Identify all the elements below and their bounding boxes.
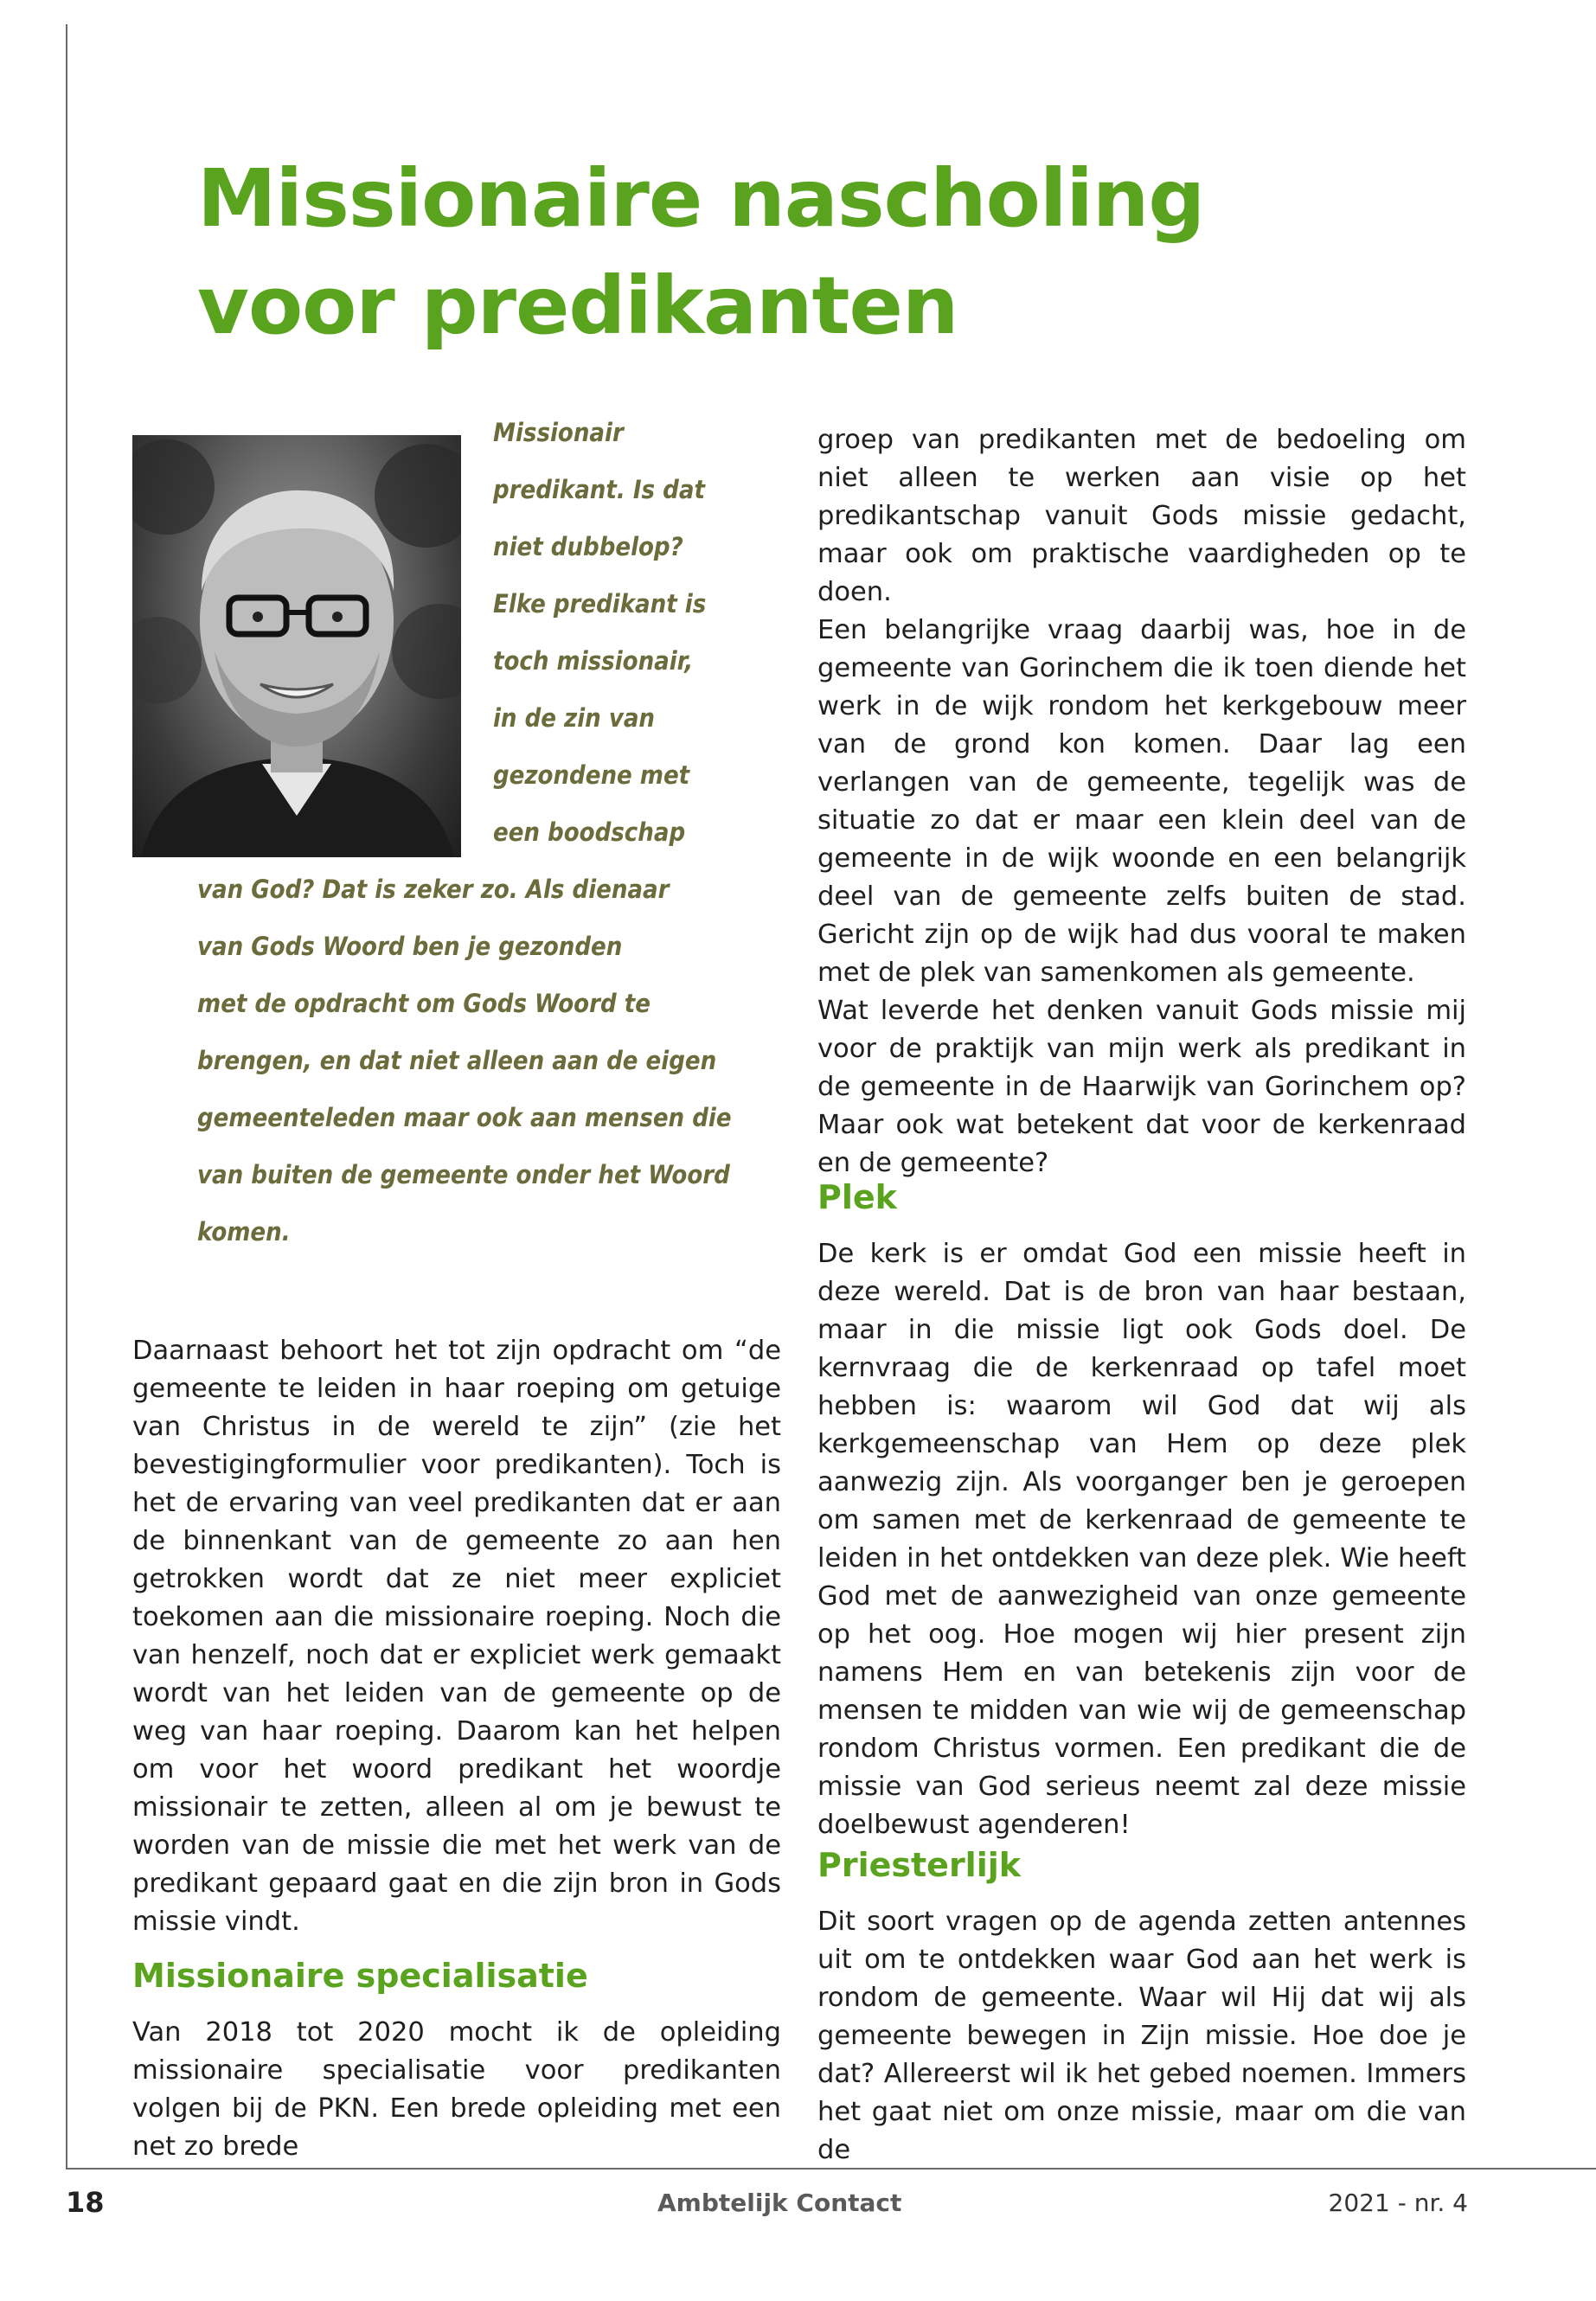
quote-line: in de zin van <box>493 703 655 733</box>
quote-line: predikant. Is dat <box>493 475 705 504</box>
quote-line: gemeenteleden maar ook aan mensen die <box>197 1103 732 1132</box>
quote-line: Missionair <box>493 418 624 447</box>
quote-line: van God? Dat is zeker zo. Als dienaar <box>197 875 670 904</box>
right-paragraph-3: Wat leverde het denken vanuit Gods missie mij voor de praktijk van mijn werk als predikant in de gemeente in de Haarwijk van Gorinchem op? Maar ook wat betekent dat voor de kerkenraad en de gemeente? <box>817 996 1466 1178</box>
specialisatie-paragraph: Van 2018 tot 2020 mocht ik de opleiding missionaire specialisatie voor predikanten volgen bij de PKN. Een brede opleiding met een net zo brede <box>132 2017 781 2162</box>
section-heading-missionaire-specialisatie: Missionaire specialisatie <box>132 1957 588 1995</box>
page-number: 18 <box>66 2186 105 2219</box>
quote-line: met de opdracht om Gods Woord te <box>197 989 651 1018</box>
quote-line: Elke predikant is <box>493 589 707 619</box>
quote-line: brengen, en dat niet alleen aan de eigen <box>197 1046 717 1075</box>
priesterlijk-paragraph: Dit soort vragen op de agenda zetten antennes uit om te ontdekken waar God aan het werk is rondom de gemeente. Waar wil Hij dat wij als gemeente bewegen in Zijn missie. Hoe doe je dat? Allereerst wil ik het gebed noemen. Immers het gaat niet om onze missie, maar om die van de <box>817 1907 1466 2165</box>
right-paragraph-1: groep van predikanten met de bedoeling om niet alleen te werken aan visie op het predikantschap vanuit Gods missie gedacht, maar ook om praktische vaardigheden op te doen. <box>817 425 1466 607</box>
right-column-plek <box>817 1178 1466 1844</box>
quote-line: gezondene met <box>493 760 690 790</box>
title-line-1: Missionaire nascholing <box>197 152 1205 245</box>
intro-paragraph: Daarnaast behoort het tot zijn opdracht om “de gemeente te leiden in haar roeping om getuige van Christus in de wereld te zijn” (zie het bevestigingformulier voor predikanten). Toch is het de ervaring van veel predikanten dat er aan de binnenkant van de gemeente zo aan hen getrokken wordt dat ze niet meer expliciet toekomen aan die missionaire roeping. Noch die van henzelf, noch dat er expliciet werk gemaakt wordt van het leiden van de gemeente op de weg van haar roeping. Daarom kan het helpen om voor het woord predikant het woordje missionair te zetten, alleen al om je bewust te worden van de missie die met het werk van de predikant gepaard gaat en die zijn bron in Gods missie vindt. <box>132 1336 781 1937</box>
portrait-illustration <box>132 435 461 857</box>
left-margin-rule <box>66 24 67 2170</box>
magazine-name: Ambtelijk Contact <box>657 2189 902 2217</box>
section-heading-priesterlijk: Priesterlijk <box>817 1846 1022 1884</box>
quote-line: van buiten de gemeente onder het Woord <box>197 1160 730 1189</box>
plek-paragraph: De kerk is er omdat God een missie heeft in deze wereld. Dat is de bron van haar bestaan, maar in die missie ligt ook Gods doel. De kernvraag die de kerkenraad op tafel moet hebben is: waarom wil God dat wij als kerkgemeenschap van Hem op deze plek aanwezig zijn. Als voorganger ben je geroepen om samen met de kerkenraad de gemeente te leiden in het ontdekken van deze plek. Wie heeft God met de aanwezigheid van onze gemeente op het oog. Hoe mogen wij hier present zijn namens Hem en van betekenis zijn voor de mensen te midden van wie wij de gemeenschap rondom Christus vormen. Een predikant die de missie van God serieus neemt zal deze missie doelbewust agenderen! <box>817 1239 1466 1840</box>
quote-line: niet dubbelop? <box>493 532 683 561</box>
footer-rule <box>66 2168 1596 2170</box>
quote-line: een boodschap <box>493 817 686 847</box>
left-column <box>132 1332 781 1941</box>
title-line-2: voor predikanten <box>197 260 958 352</box>
section-heading-plek: Plek <box>817 1178 897 1216</box>
right-column-top <box>817 421 1466 1183</box>
issue-label: 2021 - nr. 4 <box>1328 2189 1468 2217</box>
right-paragraph-2: Een belangrijke vraag daarbij was, hoe in de gemeente van Gorinchem die ik toen diende het werk in de wijk rondom het kerkgebouw meer van de grond kon komen. Daar lag een verlangen van de gemeente, tegelijk was de situatie zo dat er maar een klein deel van de gemeente in de wijk woonde en een belangrijk deel van de gemeente zelfs buiten de stad. Gericht zijn op de wijk had dus vooral te maken met de plek van samenkomen als gemeente. <box>817 615 1466 988</box>
author-photo <box>132 435 461 857</box>
quote-line: toch missionair, <box>493 646 694 676</box>
page-title <box>197 145 1495 360</box>
right-column-priesterlijk <box>817 1846 1466 2170</box>
quote-line: van Gods Woord ben je gezonden <box>197 932 623 961</box>
left-column-section <box>132 1957 781 2166</box>
quote-line: komen. <box>197 1217 291 1247</box>
